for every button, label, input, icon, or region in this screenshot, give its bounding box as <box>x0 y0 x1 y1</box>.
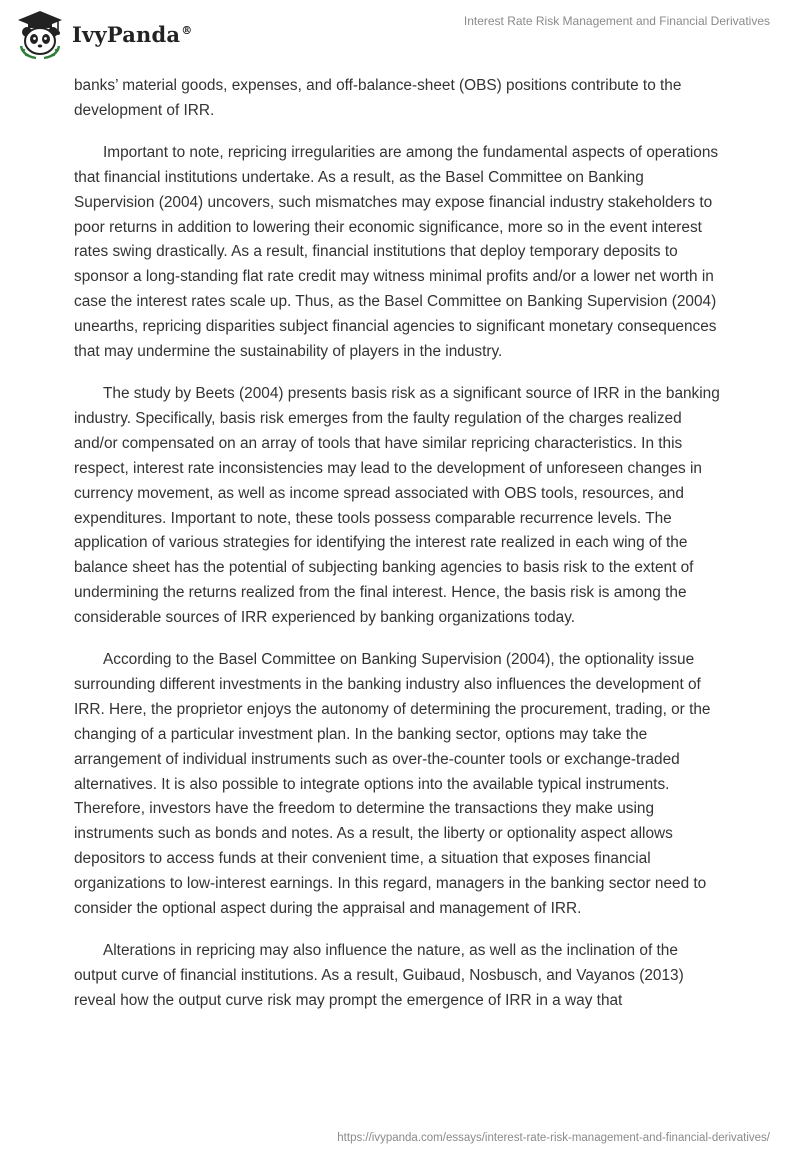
document-title: Interest Rate Risk Management and Financial Derivatives <box>463 14 770 28</box>
brand-logo[interactable] <box>14 8 192 60</box>
paragraph: Important to note, repricing irregularities are among the fundamental aspects of operations that financial institutions undertake. As a result, as the Basel Committee on Banking Supervision (2004) uncovers, such mismatches may expose financial industry stakeholders to poor returns in addition to lowering their economic significance, more so in the event interest rates swing drastically. As a result, financial institutions that deploy temporary deposits to sponsor a long-standing flat rate credit may witness minimal profits and/or a lower net worth in case the interest rates scale up. Thus, as the Basel Committee on Banking Supervision (2004) unearths, repricing disparities subject financial agencies to significant monetary consequences that may undermine the sustainability of players in the industry. <box>74 143 719 361</box>
page-header <box>0 0 800 64</box>
source-url[interactable]: https://ivypanda.com/essays/interest-rate-risk-management-and-financial-derivatives/ <box>337 1132 770 1144</box>
essay-body <box>74 74 724 1031</box>
paragraph: According to the Basel Committee on Banking Supervision (2004), the optionality issue surrounding different investments in the banking industry also influences the development of IRR. Here, the proprietor enjoys the autonomy of determining the procurement, trading, or the changing of a particular investment plan. In the banking sector, options may take the arrangement of individual instruments such as over-the-counter tools or exchange-traded alternatives. It is also possible to integrate options into the available typical instruments. Therefore, investors have the freedom to determine the transactions they make using instruments such as bonds and notes. As a result, the liberty or optionality aspect allows depositors to access funds at their convenient time, a situation that exposes financial organizations to low-interest earnings. In this regard, managers in the banking sector need to consider the optional aspect during the appraisal and management of IRR. <box>74 651 711 918</box>
paragraph-continued: banks’ material goods, expenses, and off-balance-sheet (OBS) positions contribute to the development of IRR. <box>74 77 682 119</box>
paragraph: Alterations in repricing may also influence the nature, as well as the inclination of the output curve of financial institutions. As a result, Guibaud, Nosbusch, and Vayanos (2013) reveal how the output curve risk may prompt the emergence of IRR in a way that <box>74 942 684 1009</box>
brand-name: IvyPanda® <box>72 21 193 47</box>
paragraph: The study by Beets (2004) presents basis risk as a significant source of IRR in the banking industry. Specifically, basis risk emerges from the faulty regulation of the charges realized and/or compensated on an array of tools that have similar repricing characteristics. In this respect, interest rate inconsistencies may lead to the development of unforeseen changes in currency movement, as well as income spread associated with OBS tools, resources, and expenditures. Important to note, these tools possess comparable recurrence levels. The application of various strategies for identifying the interest rate realized in each wing of the balance sheet has the potential of subjecting banking agencies to basis risk to the extent of undermining the returns realized from the final interest. Hence, the basis risk is among the considerable sources of IRR experienced by banking organizations today. <box>74 384 720 627</box>
panda-graduate-icon <box>14 8 66 60</box>
